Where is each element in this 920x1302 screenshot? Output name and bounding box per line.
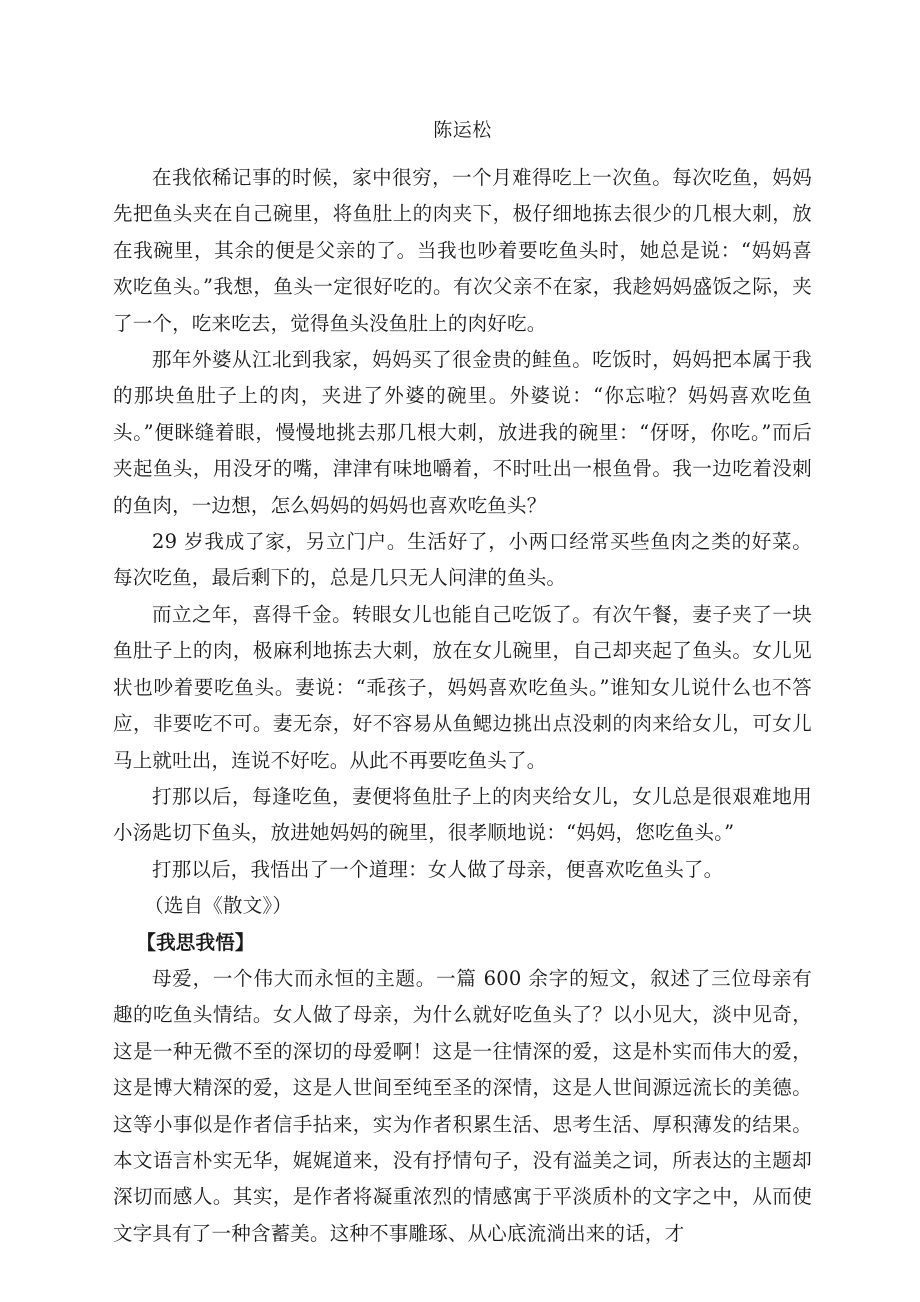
source-attribution: （选自《散文》） bbox=[144, 894, 293, 918]
document-content-column bbox=[113, 0, 812, 1252]
body-paragraph-1: 在我依稀记事的时候，家中很穷，一个月难得吃上一次鱼。每次吃鱼，妈妈先把鱼头夹在自己碗里，将鱼肚上的肉夹下，极仔细地拣去很少的几根大刺，放在我碗里，其余的便是父亲的了。当我也吵着要吃鱼头时，她总是说：“妈妈喜欢吃鱼头。”我想，鱼头一定很好吃的。有次父亲不在家，我趁妈妈盛饭之际，夹了一个，吃来吃去，觉得鱼头没鱼肚上的肉好吃。 bbox=[113, 166, 812, 335]
page-title: 陈运松 bbox=[433, 119, 492, 141]
body-paragraph-4: 而立之年，喜得千金。转眼女儿也能自己吃饭了。有次午餐，妻子夹了一块鱼肚子上的肉，极麻利地拣去大刺，放在女儿碗里，自己却夹起了鱼头。女儿见状也吵着要吃鱼头。妻说：“乖孩子，妈妈喜欢吃鱼头。”谁知女儿说什么也不答应，非要吃不可。妻无奈，好不容易从鱼鳃边挑出点没刺的肉来给女儿，可女儿马上就吐出，连说不好吃。从此不再要吃鱼头了。 bbox=[113, 602, 812, 772]
body-paragraph-5: 打那以后，每逢吃鱼，妻便将鱼肚子上的肉夹给女儿，女儿总是很艰难地用小汤匙切下鱼头，放进她妈妈的碗里，很孝顺地说：“妈妈，您吃鱼头。” bbox=[113, 784, 812, 845]
body-paragraph-6: 打那以后，我悟出了一个道理：女人做了母亲，便喜欢吃鱼头了。 bbox=[152, 857, 724, 881]
body-paragraph-3: 29 岁我成了家，另立门户。生活好了，小两口经常买些鱼肉之类的好菜。每次吃鱼，最后剩下的，总是几只无人问津的鱼头。 bbox=[113, 530, 812, 590]
reflection-paragraph: 母爱，一个伟大而永恒的主题。一篇 600 余字的短文，叙述了三位母亲有趣的吃鱼头情结。女人做了母亲，为什么就好吃鱼头了？以小见大，淡中见奇，这是一种无微不至的深切的母爱啊！这是一往情深的爱，这是朴实而伟大的爱，这是博大精深的爱，这是人世间至纯至圣的深情，这是人世间源远流长的美德。这等小事似是作者信手拈来，实为作者积累生活、思考生活、厚积薄发的结果。本文语言朴实无华，娓娓道来，没有抒情句子，没有溢美之词，所表达的主题却深切而感人。其实，是作者将凝重浓烈的情感寓于平淡质朴的文字之中，从而使文字具有了一种含蓄美。这种不事雕琢、从心底流淌出来的话，才 bbox=[113, 966, 812, 1245]
title-spacer bbox=[113, 148, 812, 160]
body-paragraph-2: 那年外婆从江北到我家，妈妈买了很金贵的鲑鱼。吃饭时，妈妈把本属于我的那块鱼肚子上的肉，夹进了外婆的碗里。外婆说：“你忘啦？妈妈喜欢吃鱼头。”便眯缝着眼，慢慢地挑去那几根大刺，放进我的碗里：“伢呀，你吃。”而后夹起鱼头，用没牙的嘴，津津有味地嚼着，不时吐出一根鱼骨。我一边吃着没刺的鱼肉，一边想，怎么妈妈的妈妈也喜欢吃鱼头？ bbox=[113, 348, 812, 517]
section-heading-reflection: 【我思我悟】 bbox=[136, 930, 255, 954]
